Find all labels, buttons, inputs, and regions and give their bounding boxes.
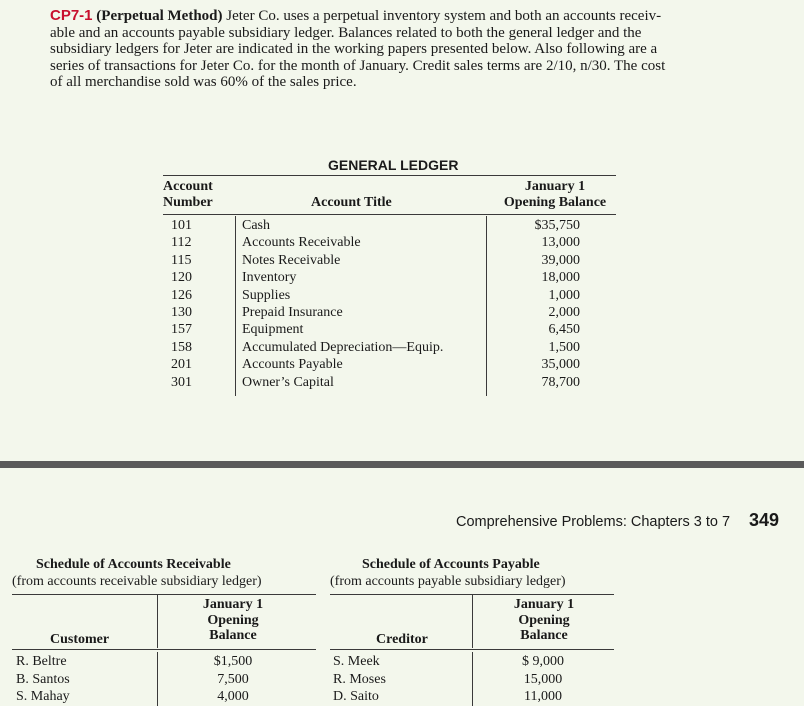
running-title: Comprehensive Problems: Chapters 3 to 7: [456, 514, 731, 530]
general-ledger-row: [0, 252, 804, 269]
general-ledger-row: [0, 234, 804, 251]
account-title: Accumulated Depreciation—Equip.: [242, 339, 444, 355]
account-title: Inventory: [242, 270, 297, 286]
general-ledger-row: [0, 269, 804, 286]
payable-balance-header: January 1 Opening Balance: [513, 597, 575, 643]
intro-text-line: series of transactions for Jeter Co. for the month of January. Credit sales terms are 2/10, n/30. The cost: [50, 57, 666, 74]
receivable-customer-header: Customer: [50, 632, 110, 647]
party-name: R. Beltre: [16, 654, 67, 669]
schedule-row: [0, 688, 804, 706]
opening-balance: 78,700: [541, 374, 580, 390]
account-number: 120: [171, 270, 192, 286]
page-divider: [0, 461, 804, 468]
problem-intro: [50, 8, 740, 91]
party-name: S. Mahay: [16, 689, 70, 704]
general-ledger-title: GENERAL LEDGER: [328, 157, 459, 173]
receivable-schedule-title: Schedule of Accounts Receivable: [36, 557, 231, 572]
opening-balance: 6,450: [548, 322, 580, 338]
intro-line-1: [50, 8, 740, 25]
account-title: Cash: [242, 218, 270, 233]
opening-balance: $35,750: [534, 218, 580, 233]
party-name: B. Santos: [16, 671, 70, 687]
general-ledger-row: [0, 374, 804, 391]
payable-schedule-subtitle: (from accounts payable subsidiary ledger): [330, 574, 566, 589]
intro-text-line: of all merchandise sold was 60% of the sales price.: [50, 74, 357, 90]
party-name: D. Saito: [333, 689, 379, 704]
gl-header-balance: January 1 Opening Balance: [503, 179, 607, 210]
account-number: 301: [171, 374, 192, 390]
account-title: Prepaid Insurance: [242, 305, 343, 320]
general-ledger-row: [0, 356, 804, 373]
schedule-row: [0, 671, 804, 689]
general-ledger-row: [0, 339, 804, 356]
receivable-top-rule: [12, 594, 316, 595]
receivable-header-rule: [12, 649, 316, 650]
schedule-row: [0, 653, 804, 671]
opening-balance: 18,000: [541, 270, 580, 286]
opening-balance: 7,500: [217, 671, 249, 687]
payable-header-rule: [330, 649, 614, 650]
problem-method: (Perpetual Method): [96, 8, 223, 24]
opening-balance: $1,500: [213, 654, 253, 669]
intro-text-line: Jeter Co. uses a perpetual inventory system and both an accounts receiv-: [226, 8, 662, 24]
opening-balance: $ 9,000: [522, 654, 564, 669]
account-number: 126: [171, 287, 192, 303]
opening-balance: 11,000: [524, 689, 562, 704]
opening-balance: 2,000: [548, 305, 580, 320]
opening-balance: 4,000: [217, 689, 249, 704]
account-number: 112: [171, 235, 192, 251]
payable-column-rule: [472, 594, 473, 648]
opening-balance: 15,000: [523, 671, 563, 687]
account-number: 115: [171, 252, 192, 268]
receivable-schedule-subtitle: (from accounts receivable subsidiary ledger): [12, 574, 262, 589]
page-number: 349: [749, 510, 780, 530]
account-number: 158: [171, 339, 192, 355]
general-ledger-top-rule: [163, 175, 616, 176]
problem-code: CP7-1: [50, 7, 93, 24]
general-ledger-row: [0, 217, 804, 234]
party-name: S. Meek: [333, 654, 380, 669]
account-number: 101: [171, 218, 192, 233]
general-ledger-row: [0, 304, 804, 321]
opening-balance: 1,000: [548, 287, 580, 303]
receivable-column-rule: [157, 594, 158, 648]
gl-header-number: Account Number: [163, 179, 213, 210]
account-title: Notes Receivable: [242, 252, 341, 268]
gl-header-title: Account Title: [311, 195, 392, 210]
opening-balance: 35,000: [541, 357, 580, 373]
intro-text-line: able and an accounts payable subsidiary ledger. Balances related to both the general ledger and the: [50, 24, 642, 41]
payable-schedule-title: Schedule of Accounts Payable: [362, 557, 540, 572]
account-number: 201: [171, 357, 192, 373]
intro-text-line: subsidiary ledgers for Jeter are indicated in the working papers presented below. Also following are a: [50, 41, 658, 57]
account-title: Accounts Receivable: [242, 235, 361, 251]
opening-balance: 39,000: [541, 252, 580, 268]
account-title: Supplies: [242, 287, 291, 303]
account-number: 157: [171, 322, 192, 338]
account-number: 130: [171, 305, 192, 320]
general-ledger-row: [0, 287, 804, 304]
account-title: Equipment: [242, 322, 304, 338]
general-ledger-header-rule: [163, 214, 616, 215]
opening-balance: 1,500: [548, 339, 580, 355]
receivable-balance-header: January 1 Opening Balance: [202, 597, 264, 643]
payable-creditor-header: Creditor: [376, 632, 428, 647]
party-name: R. Moses: [333, 671, 386, 687]
general-ledger-row: [0, 321, 804, 338]
account-title: Accounts Payable: [242, 357, 343, 373]
account-title: Owner’s Capital: [242, 374, 334, 390]
opening-balance: 13,000: [541, 235, 580, 251]
